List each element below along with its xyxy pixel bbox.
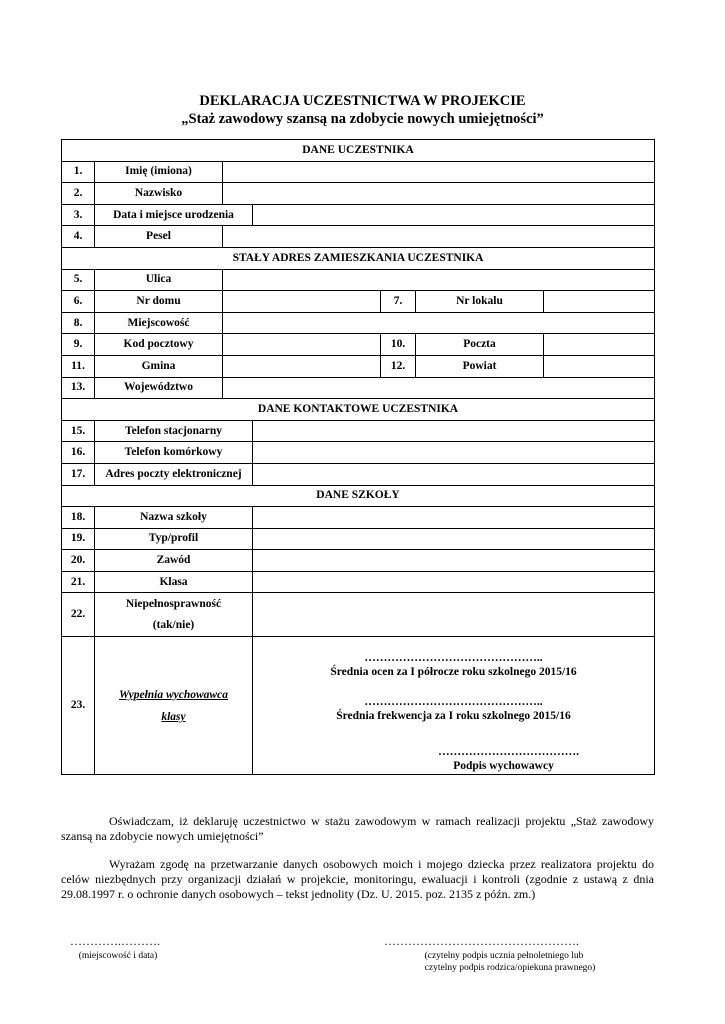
row-number: 21. (62, 571, 95, 593)
mobile-field[interactable] (253, 442, 655, 464)
field-label: Zawód (95, 550, 253, 572)
field-label: Gmina (95, 355, 223, 377)
signature-label-2: czytelny podpis rodzica/opiekuna prawnego) (424, 963, 596, 973)
first-name-field[interactable] (223, 161, 655, 183)
field-label: Adres poczty elektronicznej (95, 463, 253, 485)
table-row (62, 377, 655, 399)
field-label: Kod pocztowy (95, 334, 223, 356)
post-office-field[interactable] (544, 334, 655, 356)
signature-dots[interactable]: …………………………………………. (384, 934, 579, 948)
place-date-label: (miejscowość i data) (78, 951, 158, 961)
row-number: 13. (62, 377, 95, 399)
field-label: Miejscowość (95, 312, 223, 334)
field-label: Nr lokalu (416, 291, 544, 313)
row-number: 23. (62, 637, 95, 775)
table-row (62, 183, 655, 205)
field-label: Poczta (416, 334, 544, 356)
email-field[interactable] (253, 463, 655, 485)
table-row (62, 442, 655, 464)
section-contact: DANE KONTAKTOWE UCZESTNIKA (62, 399, 655, 421)
row-number: 16. (62, 442, 95, 464)
school-name-field[interactable] (253, 507, 655, 529)
table-row (62, 312, 655, 334)
declaration-table (61, 139, 655, 775)
pesel-field[interactable] (223, 226, 655, 248)
row-number: 6. (62, 291, 95, 313)
field-label: Ulica (95, 269, 223, 291)
table-row (62, 355, 655, 377)
table-row (62, 291, 655, 313)
row-number: 7. (381, 291, 416, 313)
participation-declaration: Oświadczam, iż deklaruję uczestnictwo w stażu zawodowym w ramach realizacji projektu „Staż zawodowy szansą na zdobycie nowych umiejętności” (61, 814, 654, 843)
postal-code-field[interactable] (223, 334, 381, 356)
field-label: Nazwisko (95, 183, 223, 205)
table-row (62, 571, 655, 593)
field-label: Telefon stacjonarny (95, 420, 253, 442)
house-number-field[interactable] (223, 291, 381, 313)
field-label: Klasa (95, 571, 253, 593)
voivodeship-field[interactable] (223, 377, 655, 399)
table-row (62, 528, 655, 550)
avg-grades-label: Średnia ocen za I półrocze roku szkolnego 2015/16 (330, 666, 577, 679)
row-number: 2. (62, 183, 95, 205)
row-number: 3. (62, 204, 95, 226)
field-label: Województwo (95, 377, 223, 399)
form-subtitle: „Staż zawodowy szansą na zdobycie nowych umiejętności” (181, 111, 544, 127)
row-number: 12. (381, 355, 416, 377)
class-field[interactable] (253, 571, 655, 593)
table-row (62, 507, 655, 529)
school-type-field[interactable] (253, 528, 655, 550)
birth-date-place-field[interactable] (253, 204, 655, 226)
grades-dots[interactable]: ……………………………………….. (364, 652, 543, 665)
row-number: 18. (62, 507, 95, 529)
field-label: Imię (imiona) (95, 161, 223, 183)
disability-field[interactable] (253, 593, 655, 637)
attendance-dots[interactable]: ……………………………………….. (364, 696, 543, 709)
disability-label: Niepełnosprawność (125, 597, 222, 610)
table-row (62, 593, 655, 637)
row-number: 15. (62, 420, 95, 442)
field-label: Data i miejsce urodzenia (95, 204, 253, 226)
teacher-label-cont: klasy (161, 710, 186, 723)
disability-hint: (tak/nie) (152, 618, 195, 631)
row-number: 8. (62, 312, 95, 334)
signature-label-1: (czytelny podpis ucznia pełnoletniego lub (424, 951, 584, 961)
teacher-label: Wypełnia wychowawca (119, 688, 228, 701)
row-number: 1. (62, 161, 95, 183)
field-label: Powiat (416, 355, 544, 377)
county-field[interactable] (544, 355, 655, 377)
row-number: 9. (62, 334, 95, 356)
table-row (62, 161, 655, 183)
table-row (62, 550, 655, 572)
row-number: 11. (62, 355, 95, 377)
place-date-dots[interactable]: ………….………. (70, 934, 160, 948)
section-school: DANE SZKOŁY (62, 485, 655, 507)
data-consent: Wyrażam zgodę na przetwarzanie danych osobowych moich i mojego dziecka przez realizatora projektu do celów niezbędnych przy organizacji działań w projekcie, monitoringu, ewaluacji i kontroli (zgodnie z ustawą z dnia 29.08.1997 r. o ochronie danych osobowych – tekst jednolity (Dz. U. 2015. poz. 2135 z późn. zm.) (61, 857, 654, 901)
street-field[interactable] (223, 269, 655, 291)
row-number: 20. (62, 550, 95, 572)
table-row (62, 334, 655, 356)
row-number: 22. (62, 593, 95, 637)
profession-field[interactable] (253, 550, 655, 572)
field-label (95, 593, 253, 637)
table-row (62, 637, 655, 775)
city-field[interactable] (223, 312, 655, 334)
field-label: Telefon komórkowy (95, 442, 253, 464)
row-number: 10. (381, 334, 416, 356)
avg-attendance-label: Średnia frekwencja za I roku szkolnego 2015/16 (336, 710, 571, 723)
table-row (62, 226, 655, 248)
field-label: Nr domu (95, 291, 223, 313)
table-row (62, 269, 655, 291)
landline-field[interactable] (253, 420, 655, 442)
field-label: Nazwa szkoły (95, 507, 253, 529)
teacher-signature-dots[interactable]: ………………………………. (438, 746, 579, 759)
section-address: STAŁY ADRES ZAMIESZKANIA UCZESTNIKA (62, 247, 655, 269)
table-row (62, 204, 655, 226)
field-label (95, 637, 253, 775)
table-row (62, 463, 655, 485)
form-title: DEKLARACJA UCZESTNICTWA W PROJEKCIE (199, 93, 526, 109)
row-number: 5. (62, 269, 95, 291)
row-number: 17. (62, 463, 95, 485)
row-number: 19. (62, 528, 95, 550)
field-label: Typ/profil (95, 528, 253, 550)
section-participant: DANE UCZESTNIKA (62, 140, 655, 162)
row-number: 4. (62, 226, 95, 248)
field-label: Pesel (95, 226, 223, 248)
table-row (62, 420, 655, 442)
surname-field[interactable] (223, 183, 655, 205)
teacher-section (253, 637, 655, 775)
teacher-signature-label: Podpis wychowawcy (453, 760, 554, 773)
apartment-number-field[interactable] (544, 291, 655, 313)
commune-field[interactable] (223, 355, 381, 377)
